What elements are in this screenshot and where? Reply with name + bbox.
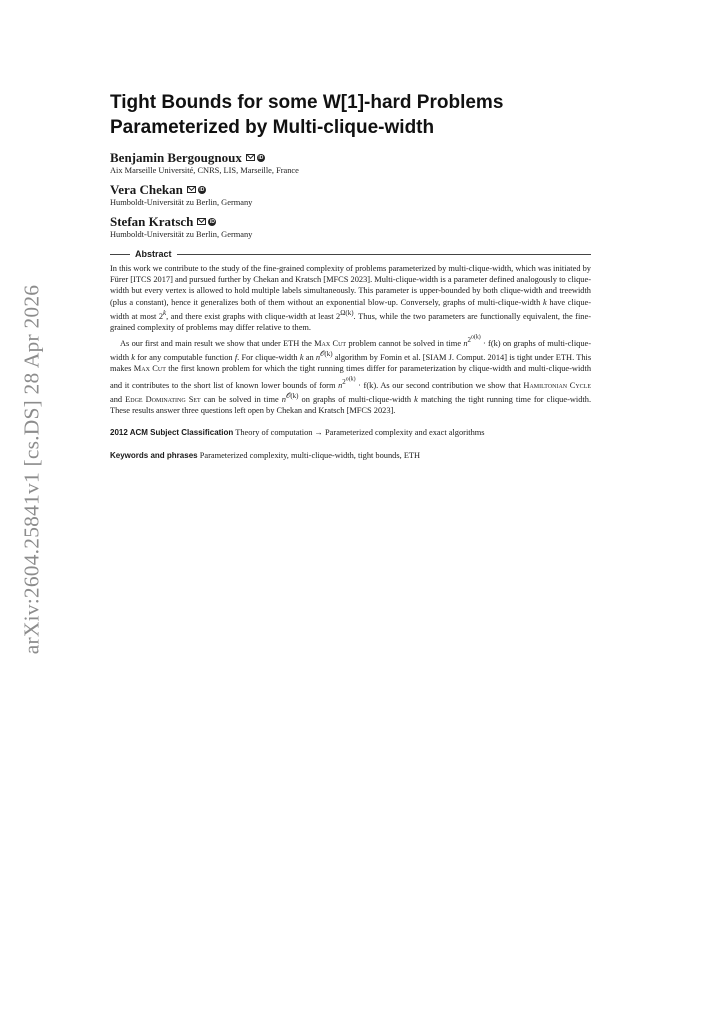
arxiv-stamp	[17, 284, 47, 654]
author-name: Vera Chekan	[110, 182, 183, 197]
author-list	[110, 150, 591, 240]
keywords: Keywords and phrases Parameterized complexity, multi-clique-width, tight bounds, ETH	[110, 451, 421, 461]
author-affiliation: Humboldt-Universität zu Berlin, Germany	[110, 198, 253, 207]
orcid-icon[interactable]: iD	[199, 186, 205, 193]
author-entry	[110, 214, 591, 240]
author-affiliation: Aix Marseille Université, CNRS, LIS, Marseille, France	[110, 166, 299, 175]
author-name: Benjamin Bergougnoux	[110, 150, 242, 165]
orcid-icon[interactable]: iD	[258, 154, 264, 161]
mail-icon[interactable]	[246, 154, 255, 161]
arxiv-id: arXiv:2604.25841v1 [cs.DS] 28 Apr 2026	[19, 284, 44, 654]
abstract-heading: Abstract	[110, 249, 591, 259]
author-name: Stefan Kratsch	[110, 214, 194, 229]
mail-icon[interactable]	[187, 186, 196, 193]
acm-classification: 2012 ACM Subject Classification Theory of computation → Parameterized complexity and exact algorithms	[110, 428, 485, 438]
mail-icon[interactable]	[197, 218, 206, 225]
abstract-paragraph: As our first and main result we show that under ETH the Max Cut problem cannot be solved in time $n^{2^{o(k)}} \cdot f(k)$ on graphs of multi-clique-width k for any computable function f. For clique-width k an $n^{𝒪(k)}$ algorithm by Fomin et al. [SIAM J. Comput. 2014] is tight under ETH. This makes Max Cut the first known problem for which the tight running times differ for parameterization by clique-width and multi-clique-width and it contributes to the short list of known lower bounds of form $n^{2^{o(k)}} \cdot f(k)$. As our second contribution we show that Hamiltonian Cycle and Edge Dominating Set can be solved in time $n^{𝒪(k)}$ on graphs of multi-clique-width k matching the tight running time for clique-width. These results answer three questions left open by Chekan and Kratsch [MFCS 2023].	[110, 335, 592, 415]
abstract-paragraph: In this work we contribute to the study of the fine-grained complexity of problems parameterized by multi-clique-width, which was initiated by Fürer [ITCS 2017] and pursued further by Chekan and Kratsch [MFCS 2023]. Multi-clique-width is a parameter defined analogously to clique-width but every vertex is allowed to hold multiple labels simultaneously. This parameter is upper-bounded by both clique-width and treewidth (plus a constant), hence it generalizes both of them without an exponential blow-up. Conversely, graphs of multi-clique-width k have clique-width at most 2$^k$, and there exist graphs with clique-width at least $2^{\Omega(k)}$. Thus, while the two parameters are functionally equivalent, the fine-grained complexity of problems may differ relative to them.	[110, 264, 592, 332]
paper-title: Tight Bounds for some W[1]-hard Problems Parameterized by Multi-clique-width	[110, 92, 504, 138]
orcid-icon[interactable]: iD	[209, 218, 215, 225]
divider	[110, 254, 130, 255]
author-entry	[110, 150, 591, 176]
abstract-body	[110, 263, 591, 416]
author-affiliation: Humboldt-Universität zu Berlin, Germany	[110, 230, 253, 239]
author-entry	[110, 182, 591, 208]
divider	[177, 254, 591, 255]
paper-page	[110, 90, 591, 461]
